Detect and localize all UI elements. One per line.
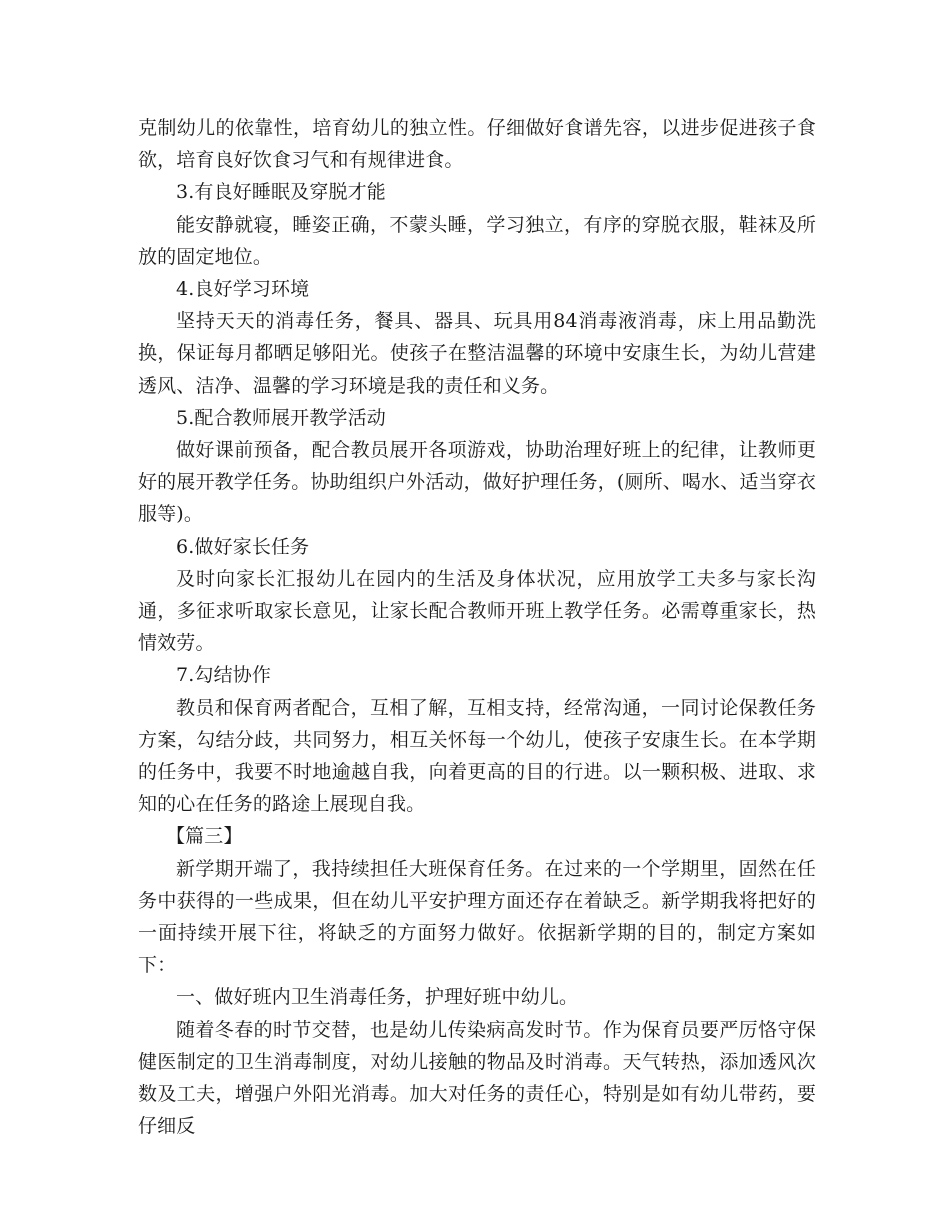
paragraph-hygiene: 随着冬春的时节交替，也是幼儿传染病高发时节。作为保育员要严厉恪守保健医制定的卫生消毒制度，对幼儿接触的物品及时消毒。天气转热，添加透风次数及工夫，增强户外阳光消毒。加大对任务的责任心，特别是如有幼儿带药，要仔细反 xyxy=(138,1018,816,1138)
paragraph-cooperation: 教员和保育两者配合，互相了解，互相支持，经常沟通，一同讨论保教任务方案，勾结分歧，共同努力，相互关怀每一个幼儿，使孩子安康生长。在本学期的任务中，我要不时地逾越自我，向着更高的目的行进。以一颗积极、进取、求知的心在任务的路途上展现自我。 xyxy=(138,696,816,816)
section-title: 【篇三】 xyxy=(166,825,243,848)
item-heading-teaching: 5.配合教师展开教学活动 xyxy=(176,406,386,429)
paragraph-continuation: 克制幼儿的依靠性，培育幼儿的独立性。仔细做好食谱先容，以进步促进孩子食欲，培育良好饮食习气和有规律进食。 xyxy=(138,117,816,172)
paragraph-sleep: 能安静就寝，睡姿正确，不蒙头睡，学习独立，有序的穿脱衣服，鞋袜及所放的固定地位。 xyxy=(138,213,816,268)
item-heading-hygiene: 一、做好班内卫生消毒任务，护理好班中幼儿。 xyxy=(176,986,579,1009)
paragraph-parents: 及时向家长汇报幼儿在园内的生活及身体状况，应用放学工夫多与家长沟通，多征求听取家长意见，让家长配合教师开班上教学任务。必需尊重家长，热情效劳。 xyxy=(138,567,816,655)
paragraph-intro: 新学期开端了，我持续担任大班保育任务。在过来的一个学期里，固然在任务中获得的一些成果，但在幼儿平安护理方面还存在着缺乏。新学期我将把好的一面持续开展下往，将缺乏的方面努力做好。依据新学期的目的，制定方案如下： xyxy=(138,857,816,977)
item-heading-sleep: 3.有良好睡眠及穿脱才能 xyxy=(176,181,386,204)
item-heading-environment: 4.良好学习环境 xyxy=(176,278,310,301)
paragraph-teaching: 做好课前预备，配合教员展开各项游戏，协助治理好班上的纪律，让教师更好的展开教学任务。协助组织户外活动，做好护理任务，(厕所、喝水、适当穿衣服等)。 xyxy=(138,439,816,526)
item-heading-parents: 6.做好家长任务 xyxy=(176,535,310,558)
paragraph-environment: 坚持天天的消毒任务，餐具、器具、玩具用84消毒液消毒，床上用品勤洗换，保证每月都晒足够阳光。使孩子在整洁温馨的环境中安康生长，为幼儿营建透风、洁净、温馨的学习环境是我的责任和义务。 xyxy=(138,310,816,397)
document-body xyxy=(138,112,816,1143)
item-heading-cooperation: 7.勾结协作 xyxy=(176,664,272,687)
